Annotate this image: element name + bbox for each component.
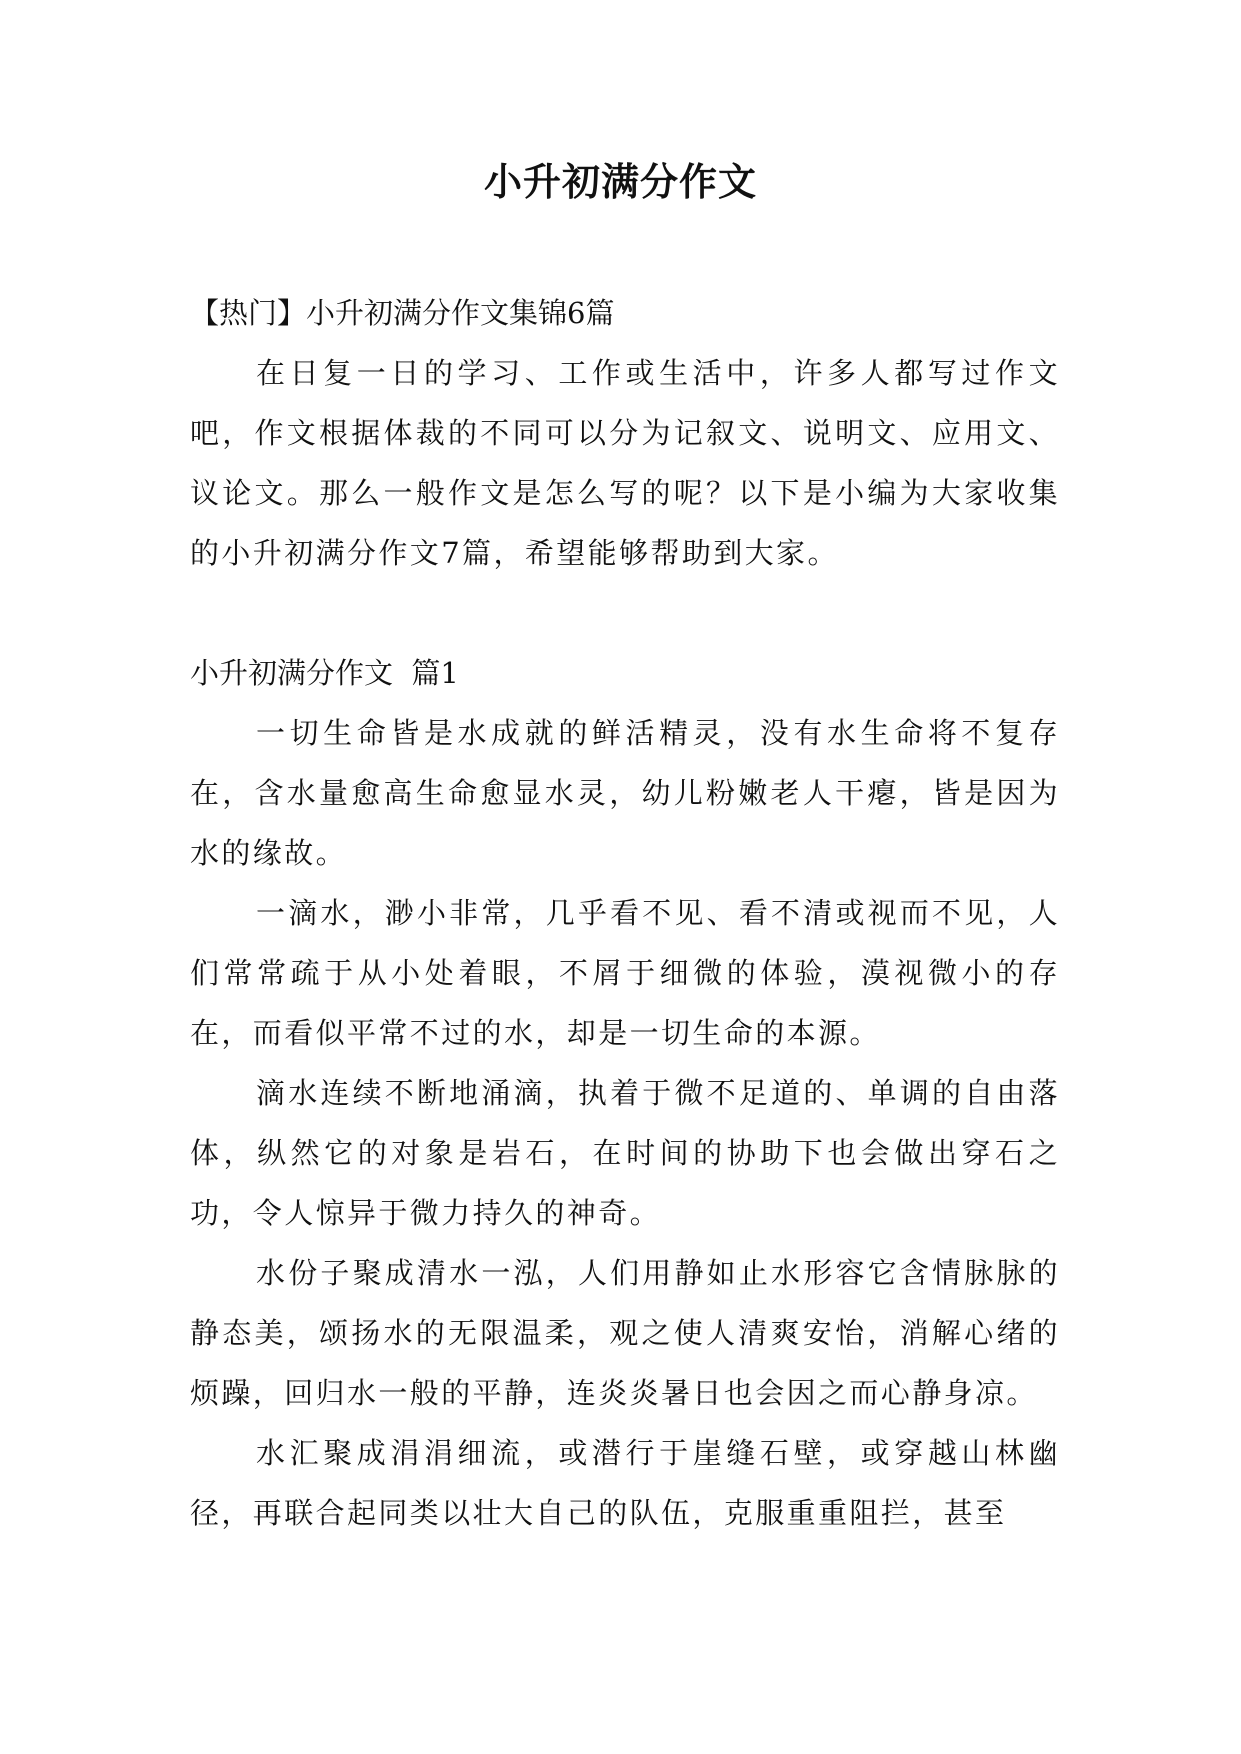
body-paragraph: 一滴水，渺小非常，几乎看不见、看不清或视而不见，人们常常疏于从小处着眼，不屑于细微的体验，漠视微小的存在，而看似平常不过的水，却是一切生命的本源。 — [190, 896, 1060, 1050]
document-body — [190, 283, 1060, 1543]
intro-heading: 【热门】小升初满分作文集锦6篇 — [190, 296, 615, 330]
body-paragraph: 一切生命皆是水成就的鲜活精灵，没有水生命将不复存在，含水量愈高生命愈显水灵，幼儿粉嫩老人干瘪，皆是因为水的缘故。 — [190, 716, 1060, 870]
body-paragraph: 滴水连续不断地涌滴，执着于微不足道的、单调的自由落体，纵然它的对象是岩石，在时间的协助下也会做出穿石之功，令人惊异于微力持久的神奇。 — [190, 1076, 1060, 1230]
section-spacer — [190, 583, 1060, 643]
intro-paragraph: 在日复一日的学习、工作或生活中，许多人都写过作文吧，作文根据体裁的不同可以分为记叙文、说明文、应用文、议论文。那么一般作文是怎么写的呢？以下是小编为大家收集的小升初满分作文7篇，希望能够帮助到大家。 — [190, 356, 1060, 570]
section-heading: 小升初满分作文 篇1 — [190, 656, 459, 690]
document-title: 小升初满分作文 — [483, 160, 757, 204]
body-paragraph: 水份子聚成清水一泓，人们用静如止水形容它含情脉脉的静态美，颂扬水的无限温柔，观之使人清爽安怡，消解心绪的烦躁，回归水一般的平静，连炎炎暑日也会因之而心静身凉。 — [190, 1256, 1060, 1410]
body-paragraph: 水汇聚成涓涓细流，或潜行于崖缝石壁，或穿越山林幽径，再联合起同类以壮大自己的队伍，克服重重阻拦，甚至 — [190, 1436, 1060, 1530]
